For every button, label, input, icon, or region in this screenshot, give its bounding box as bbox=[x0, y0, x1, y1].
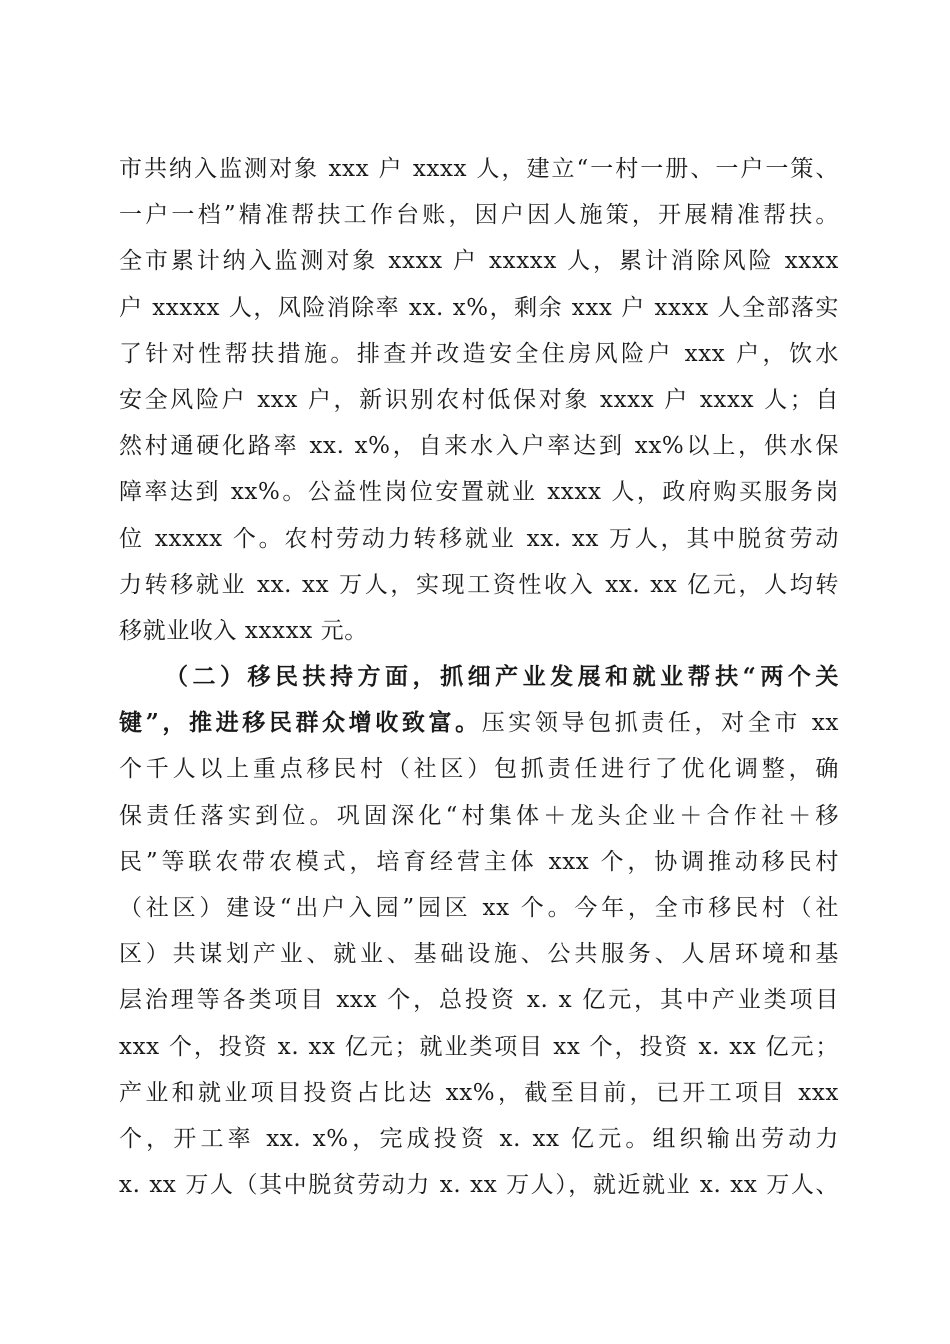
text-line: 户 xxxxx 人，风险消除率 xx. x%，剩余 xxx 户 xxxx 人全部落实 bbox=[119, 294, 839, 321]
text-line: xxx 个，投资 x. xx 亿元；就业类项目 xx 个，投资 x. xx 亿元； bbox=[119, 1033, 839, 1060]
text-line: 个，开工率 xx. x%，完成投资 x. xx 亿元。组织输出劳动力 bbox=[119, 1125, 839, 1152]
text-line: 保责任落实到位。巩固深化“村集体＋龙头企业＋合作社＋移 bbox=[119, 802, 839, 829]
text-line: 市共纳入监测对象 xxx 户 xxxx 人，建立“一村一册、一户一策、 bbox=[119, 156, 839, 182]
text-line: 产业和就业项目投资占比达 xx%，截至目前，已开工项目 xxx bbox=[119, 1079, 839, 1106]
text-line: （社区）建设“出户入园”园区 xx 个。今年，全市移民村（社 bbox=[119, 895, 839, 921]
text-line: 障率达到 xx%。公益性岗位安置就业 xxxx 人，政府购买服务岗 bbox=[119, 479, 839, 506]
text-line: 了针对性帮扶措施。排查并改造安全住房风险户 xxx 户，饮水 bbox=[119, 340, 839, 367]
text-line: 一户一档”精准帮扶工作台账，因户因人施策，开展精准帮扶。 bbox=[119, 202, 839, 229]
section-heading: （二）移民扶持方面，抓细产业发展和就业帮扶“两个关 bbox=[165, 663, 839, 691]
text-line: 然村通硬化路率 xx. x%，自来水入户率达到 xx%以上，供水保 bbox=[119, 433, 839, 460]
text-line: 民”等联农带农模式，培育经营主体 xxx 个，协调推动移民村 bbox=[119, 848, 839, 875]
document-body bbox=[119, 146, 839, 1208]
text-line: x. xx 万人（其中脱贫劳动力 x. xx 万人），就近就业 x. xx 万人、 bbox=[119, 1172, 839, 1199]
text-line bbox=[119, 700, 839, 746]
text-line: 层治理等各类项目 xxx 个，总投资 x. x 亿元，其中产业类项目 bbox=[119, 987, 839, 1014]
text-line: 安全风险户 xxx 户，新识别农村低保对象 xxxx 户 xxxx 人；自 bbox=[119, 386, 839, 413]
paragraph-monitoring bbox=[119, 146, 839, 654]
text-line: 移就业收入 xxxxx 元。 bbox=[119, 617, 368, 644]
text-line: 个千人以上重点移民村（社区）包抓责任进行了优化调整，确 bbox=[119, 756, 839, 783]
text-segment: 压实领导包抓责任，对全市 xx bbox=[481, 710, 839, 737]
text-line: 全市累计纳入监测对象 xxxx 户 xxxxx 人，累计消除风险 xxxx bbox=[119, 248, 839, 275]
paragraph-migrant-support bbox=[119, 654, 839, 1208]
text-line: 位 xxxxx 个。农村劳动力转移就业 xx. xx 万人，其中脱贫劳动 bbox=[119, 525, 839, 552]
text-line: 区）共谋划产业、就业、基础设施、公共服务、人居环境和基 bbox=[119, 941, 839, 968]
text-line: 力转移就业 xx. xx 万人，实现工资性收入 xx. xx 亿元，人均转 bbox=[119, 571, 839, 598]
section-heading-continued: 键”，推进移民群众增收致富。 bbox=[119, 709, 482, 737]
